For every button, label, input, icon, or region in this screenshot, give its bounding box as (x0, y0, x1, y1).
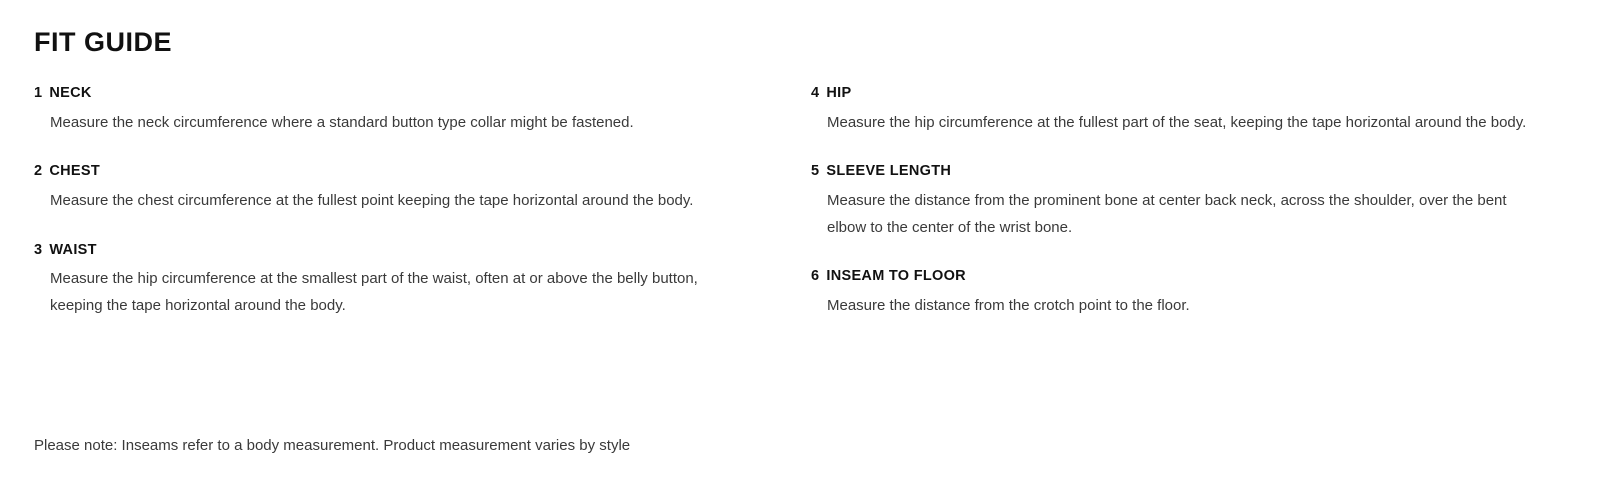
guide-entry-text: Measure the distance from the prominent bone at center back neck, across the shoulder, over the bent elbow to the center of the wrist bone. (827, 192, 1507, 236)
guide-entry-label: INSEAM TO FLOOR (826, 267, 966, 284)
page-title: FIT GUIDE (34, 27, 172, 57)
guide-entry-heading (811, 84, 1566, 103)
guide-entry-text: Measure the hip circumference at the smallest part of the waist, often at or above the belly button, keeping the tape horizontal around the body. (50, 270, 698, 314)
guide-entry-label: CHEST (49, 163, 101, 180)
guide-entry (811, 84, 1566, 136)
guide-entry (811, 267, 1566, 319)
guide-entry-text: Measure the neck circumference where a standard button type collar might be fastened. (50, 114, 634, 132)
guide-entry (34, 241, 789, 319)
guide-entry-heading (34, 84, 789, 103)
guide-entry-heading (34, 162, 789, 181)
guide-entry-number: 5 (811, 163, 820, 180)
guide-entry (34, 162, 789, 214)
guide-entry-text: Measure the hip circumference at the fullest part of the seat, keeping the tape horizontal around the body. (827, 114, 1527, 132)
guide-columns (34, 84, 1580, 319)
guide-entry-number: 4 (811, 85, 820, 102)
guide-entry-heading (811, 162, 1566, 181)
guide-entry-label: HIP (826, 85, 852, 102)
guide-entry-label: NECK (49, 85, 92, 102)
guide-entry-number: 1 (34, 85, 43, 102)
footnote: Please note: Inseams refer to a body measurement. Product measurement varies by style (34, 437, 631, 454)
guide-entry-heading (811, 267, 1566, 286)
guide-entry-label: WAIST (49, 241, 97, 258)
guide-entry-number: 2 (34, 163, 43, 180)
guide-entry (34, 84, 789, 136)
guide-entry-text: Measure the distance from the crotch point to the floor. (827, 296, 1190, 314)
guide-column-left (34, 84, 789, 319)
guide-entry (811, 162, 1566, 240)
guide-column-right (811, 84, 1566, 319)
guide-entry-heading (34, 241, 789, 260)
guide-entry-number: 6 (811, 267, 820, 284)
guide-entry-number: 3 (34, 241, 43, 258)
guide-entry-text: Measure the chest circumference at the fullest point keeping the tape horizontal around the body. (50, 192, 694, 210)
guide-entry-label: SLEEVE LENGTH (826, 163, 952, 180)
